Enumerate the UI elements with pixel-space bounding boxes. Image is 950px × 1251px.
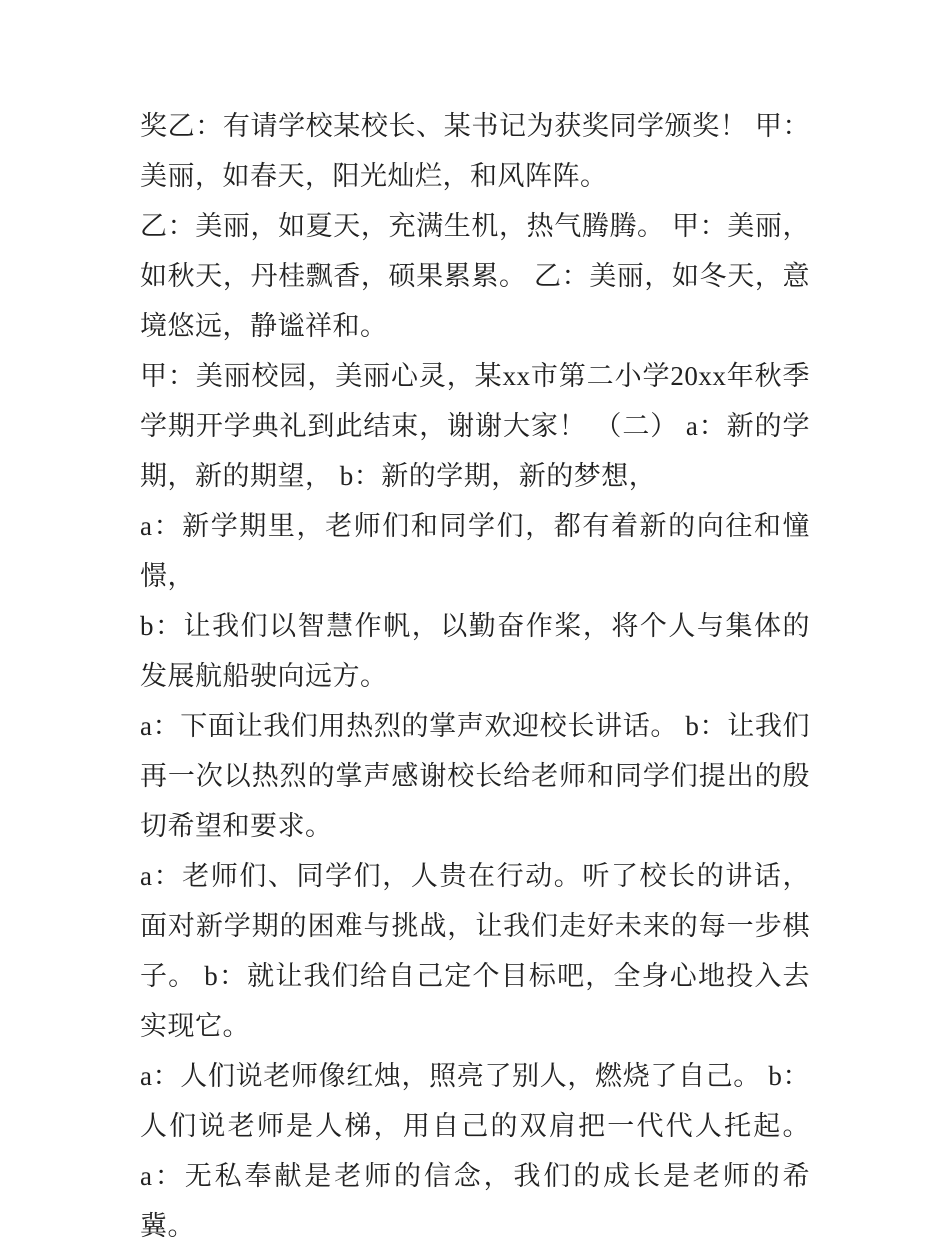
paragraph: 奖乙：有请学校某校长、某书记为获奖同学颁奖！ 甲：美丽，如春天，阳光灿烂，和风阵阵。 (140, 111, 810, 191)
paragraph: 乙：美丽，如夏天，充满生机，热气腾腾。 甲：美丽，如秋天，丹桂飘香，硕果累累。 乙：美丽，如冬天，意境悠远，静谧祥和。 (140, 211, 810, 341)
paragraph: a：下面让我们用热烈的掌声欢迎校长讲话。 b：让我们再一次以热烈的掌声感谢校长给老师和同学们提出的殷切希望和要求。 (140, 711, 810, 841)
paragraph: a：新学期里，老师们和同学们，都有着新的向往和憧憬， (140, 511, 810, 591)
paragraph: a：人们说老师像红烛，照亮了别人，燃烧了自己。 b：人们说老师是人梯，用自己的双肩把一代代人托起。 a：无私奉献是老师的信念，我们的成长是老师的希冀。 (140, 1061, 810, 1241)
paragraph: b：让我们以智慧作帆，以勤奋作桨，将个人与集体的发展航船驶向远方。 (140, 611, 810, 691)
paragraph: a：老师们、同学们，人贵在行动。听了校长的讲话，面对新学期的困难与挑战，让我们走好未来的每一步棋子。 b：就让我们给自己定个目标吧，全身心地投入去实现它。 (140, 861, 810, 1041)
paragraph: 甲：美丽校园，美丽心灵，某xx市第二小学20xx年秋季学期开学典礼到此结束，谢谢大家！ （二） a：新的学期，新的期望， b：新的学期，新的梦想， (140, 361, 810, 491)
document-body-text (140, 101, 810, 1251)
